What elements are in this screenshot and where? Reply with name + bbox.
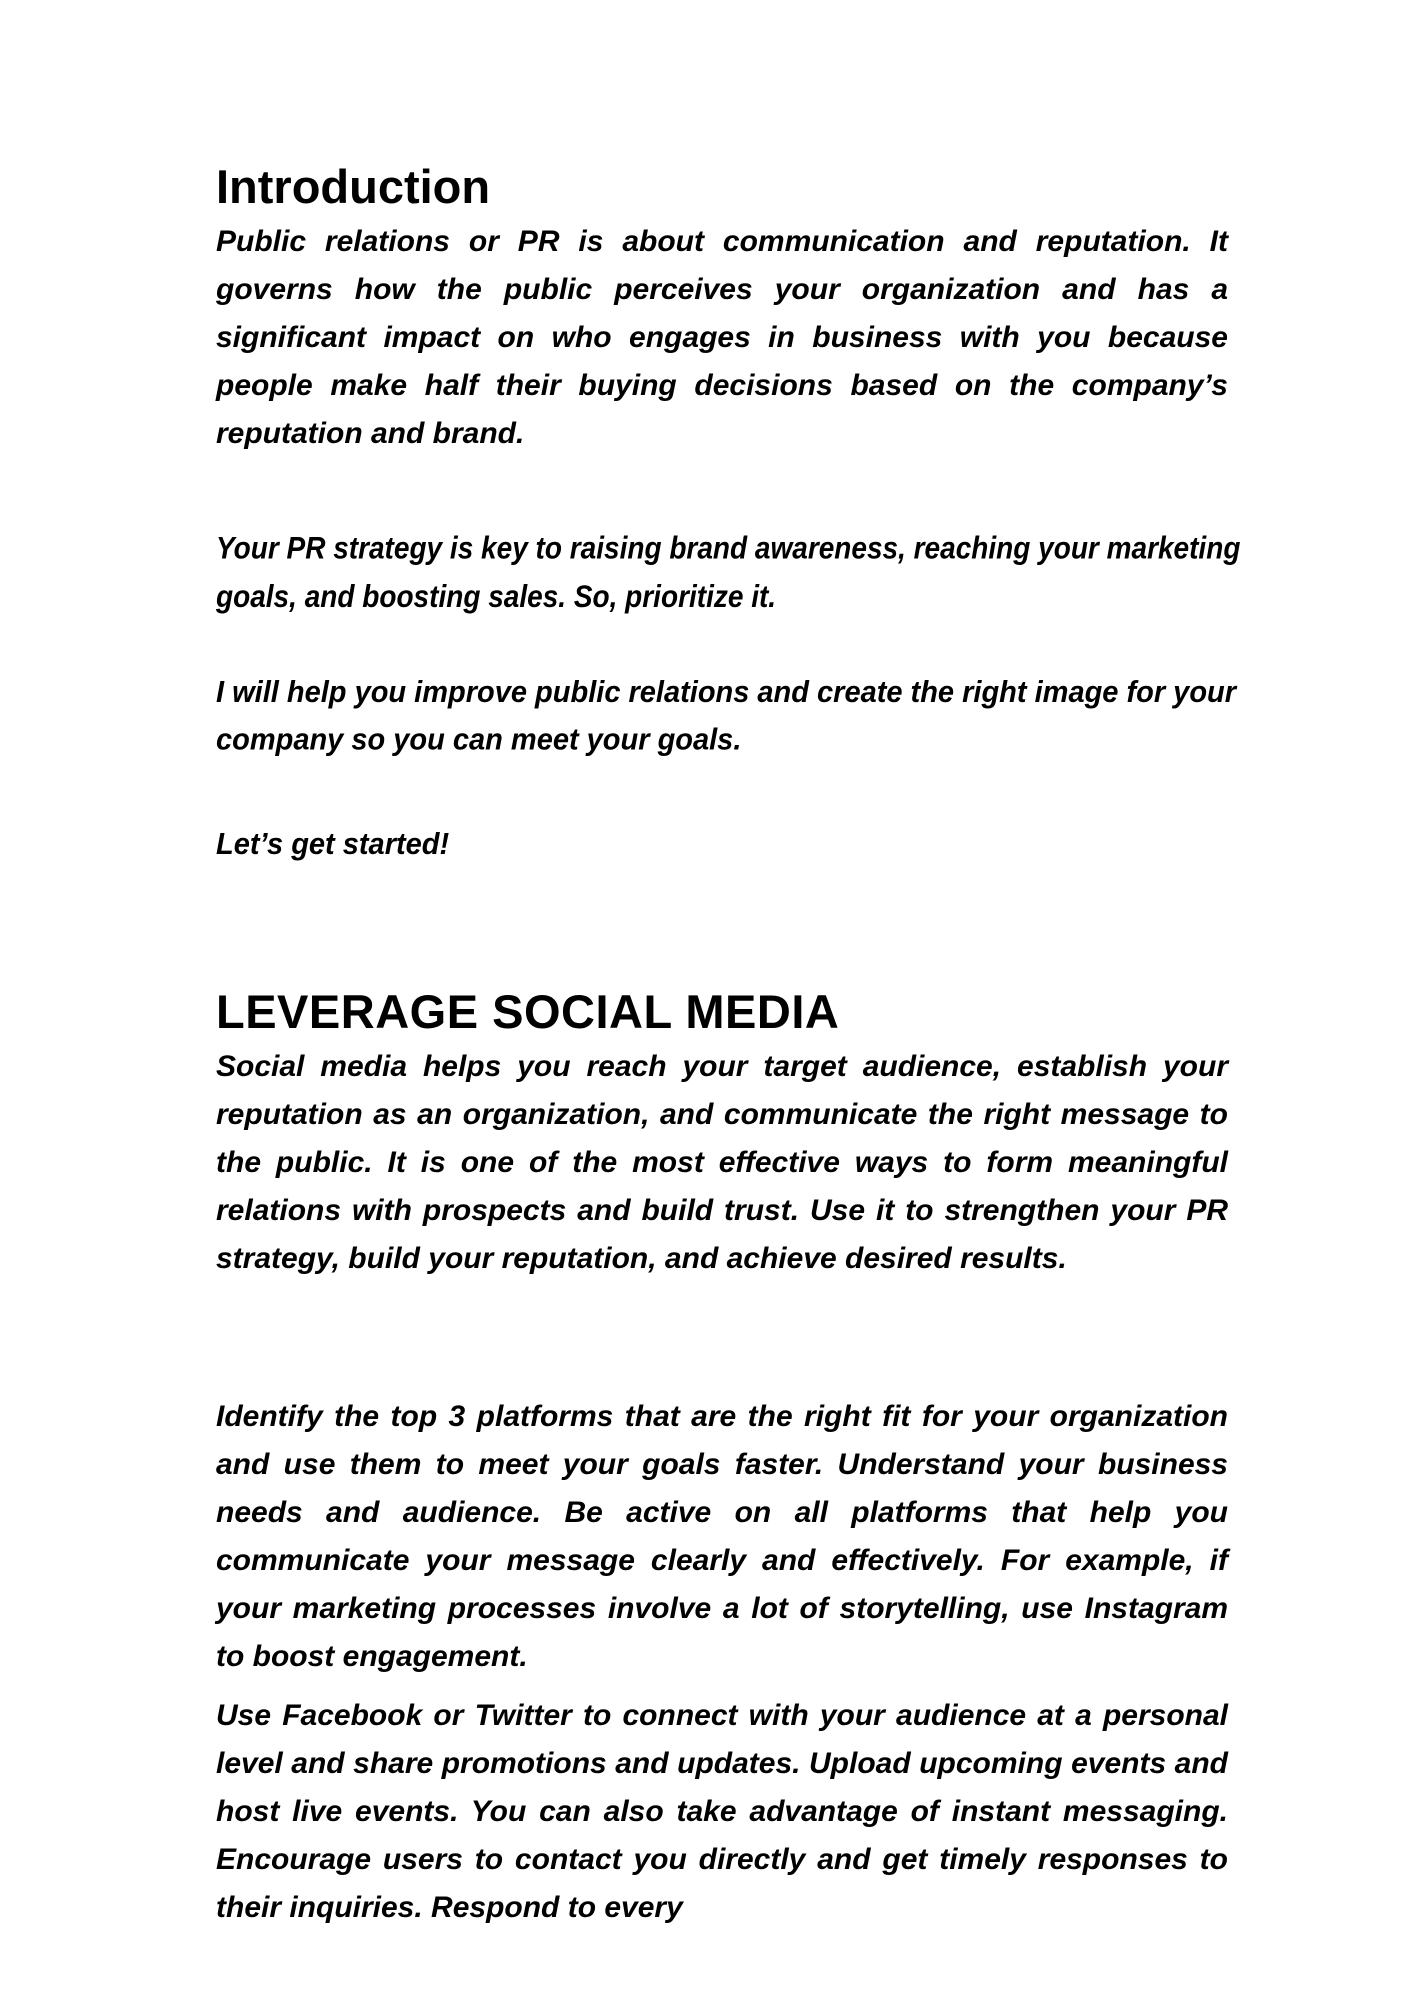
section-heading-leverage-social-media: LEVERAGE SOCIAL MEDIA xyxy=(216,985,840,1039)
intro-paragraph-pr-strategy: Your PR strategy is key to raising brand awareness, reaching your marketing goals, and boosting sales. So, prioritize it. xyxy=(216,530,1241,614)
intro-paragraph-public-relations: Public relations or PR is about communication and reputation. It governs how the public perceives your organization and has a significant impact on who engages in business with you because people make half their buying decisions based on the company’s reputation and brand. xyxy=(216,225,1228,450)
section-heading-introduction: Introduction xyxy=(216,160,491,214)
social-paragraph-facebook-twitter: Use Facebook or Twitter to connect with your audience at a personal level and share promotions and updates. Upload upcoming events and host live events. You can also take advantage of instant messaging. Encourage users to contact you directly and get timely responses to their inquiries. Respond to every xyxy=(216,1699,1228,1924)
social-paragraph-reach-audience: Social media helps you reach your target audience, establish your reputation as an organization, and communicate the right message to the public. It is one of the most effective ways to form meaningful relations with prospects and build trust. Use it to strengthen your PR strategy, build your reputation, and achieve desired results. xyxy=(216,1050,1228,1275)
intro-paragraph-lets-get-started: Let’s get started! xyxy=(216,827,450,862)
intro-paragraph-i-will-help: I will help you improve public relations and create the right image for your company so you can meet your goals. xyxy=(216,675,1237,757)
social-paragraph-identify-platforms: Identify the top 3 platforms that are the right fit for your organization and use them to meet your goals faster. Understand your business needs and audience. Be active on all platforms that help you communicate your message clearly and effectively. For example, if your marketing processes involve a lot of storytelling, use Instagram to boost engagement. xyxy=(216,1400,1228,1673)
